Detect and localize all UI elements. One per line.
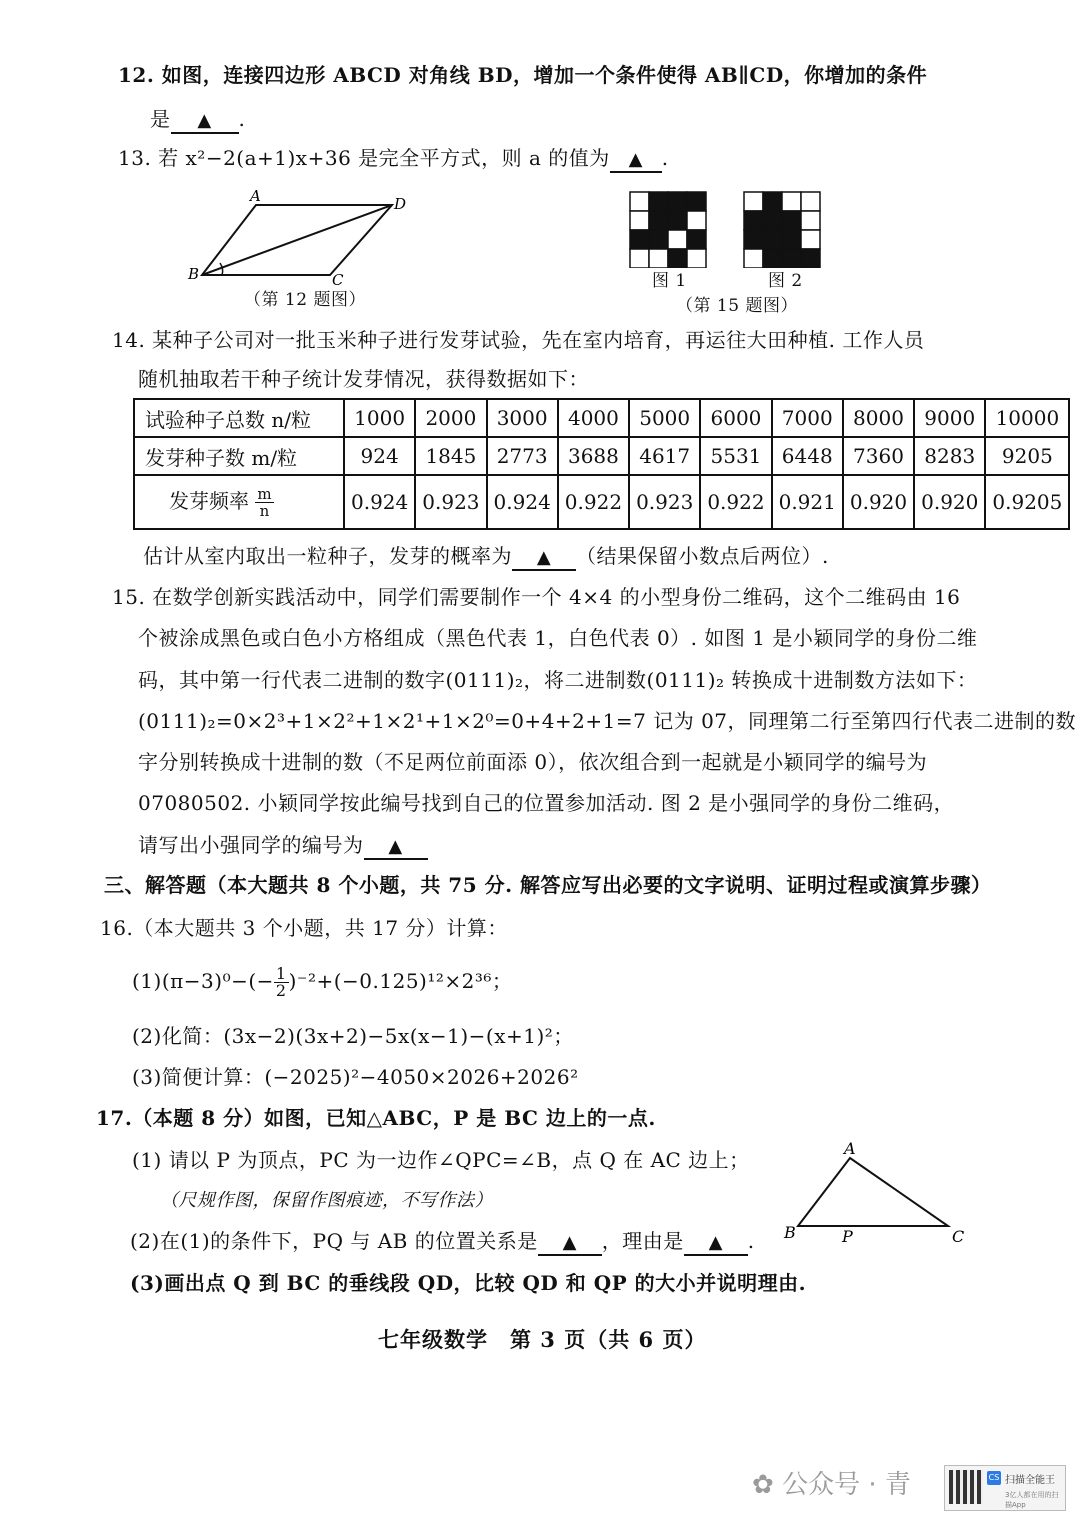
- table-row: [134, 399, 1069, 437]
- q16-part1-fraction: [274, 966, 289, 999]
- q14-answer-blank[interactable]: [512, 545, 576, 571]
- table-cell: 3000: [487, 399, 558, 437]
- grid-cell-black: [763, 211, 782, 230]
- q14-estimate-prefix: 估计从室内取出一粒种子，发芽的概率为: [143, 544, 512, 568]
- fig15-caption: （第 15 题图）: [676, 296, 798, 316]
- table-cell: 5000: [629, 399, 700, 437]
- table-cell: 0.923: [629, 475, 700, 529]
- q17-triangle-figure: [780, 1138, 980, 1248]
- q17-triangle-abc: [798, 1158, 948, 1226]
- q17-part2: [130, 1228, 755, 1256]
- table-cell: 1000: [344, 399, 415, 437]
- q16-frac-den: 2: [275, 981, 287, 1000]
- q17-part2-prefix: (2)在(1)的条件下，PQ 与 AB 的位置关系是: [130, 1229, 538, 1253]
- q16-title: 16.（本大题共 3 个小题，共 17 分）计算：: [100, 916, 508, 940]
- q15-blank-triangle: ▲: [388, 836, 403, 857]
- q17-blank1-triangle: ▲: [562, 1232, 577, 1253]
- table-cell: 0.920: [914, 475, 985, 529]
- q13-answer-blank[interactable]: [610, 147, 662, 173]
- grid-cell-white: [801, 230, 820, 249]
- fraction-numerator: m: [257, 485, 272, 503]
- table-cell: 9000: [914, 399, 985, 437]
- table-header-total: 试验种子总数 n/粒: [134, 399, 344, 437]
- table-cell: 0.921: [772, 475, 843, 529]
- q13-line: [118, 145, 669, 173]
- grid-cell-black: [668, 211, 687, 230]
- q14-line1: 14. 某种子公司对一批玉米种子进行发芽试验，先在室内培育，再运往大田种植. 工作人员: [112, 328, 925, 352]
- table-cell: 0.924: [344, 475, 415, 529]
- watermark-label: 公众号 · 青: [782, 1470, 911, 1500]
- table-cell: 7360: [843, 437, 914, 475]
- q15-line6: 07080502. 小颖同学按此编号找到自己的位置参加活动. 图 2 是小强同学的身份二维码，: [138, 791, 955, 815]
- fraction-denominator: n: [259, 502, 270, 520]
- q16-part2: (2)化简：(3x−2)(3x+2)−5x(x−1)−(x+1)²；: [132, 1024, 574, 1048]
- grid-cell-black: [782, 249, 801, 268]
- grid-cell-black: [782, 230, 801, 249]
- q16-part1-a: (1)(π−3)⁰−(−: [132, 969, 274, 993]
- table-cell: 0.924: [487, 475, 558, 529]
- frequency-label: 发芽频率: [169, 489, 249, 513]
- q12-blank-triangle: ▲: [197, 110, 212, 131]
- grid-cell-black: [668, 192, 687, 211]
- grid-cell-black: [763, 230, 782, 249]
- fig12-label-b: B: [188, 265, 200, 283]
- q16-part1: [132, 966, 512, 999]
- fig15-label2: 图 2: [768, 271, 803, 291]
- table-cell: 9205: [985, 437, 1069, 475]
- grid-cell-black: [687, 192, 706, 211]
- grid-cell-white: [744, 192, 763, 211]
- cs-logo-icon: CS: [987, 1471, 1001, 1485]
- q12-line2: [150, 106, 245, 134]
- table-cell: 0.922: [558, 475, 629, 529]
- table-cell: 2000: [415, 399, 486, 437]
- q14-data-table: [133, 398, 1070, 530]
- grid-cell-black: [687, 230, 706, 249]
- grid-cell-black: [782, 211, 801, 230]
- table-header-germinated: 发芽种子数 m/粒: [134, 437, 344, 475]
- q12-line2-suffix: .: [238, 107, 246, 131]
- fig15-label1: 图 1: [652, 271, 687, 291]
- q15-line5: 字分别转换成十进制的数（不足两位前面添 0），依次组合到一起就是小颖同学的编号为: [138, 750, 928, 774]
- table-cell: 5531: [700, 437, 771, 475]
- q17-blank2-triangle: ▲: [708, 1232, 723, 1253]
- q17-title: 17.（本题 8 分）如图，已知△ABC，P 是 BC 边上的一点.: [96, 1106, 656, 1130]
- q12-line1: 12. 如图，连接四边形 ABCD 对角线 BD，增加一个条件使得 AB∥CD，你增加的条件: [118, 63, 928, 87]
- fig15-grid1: [628, 190, 710, 268]
- grid-cell-white: [744, 249, 763, 268]
- fig15-grid2: [742, 190, 824, 268]
- q17-label-b: B: [784, 1223, 796, 1242]
- q14-blank-triangle: ▲: [536, 547, 552, 568]
- grid-cell-white: [687, 211, 706, 230]
- q15-line4: (0111)₂=0×2³+1×2²+1×2¹+1×2⁰=0+4+2+1=7 记为 07，同理第二行至第四行代表二进制的数: [138, 709, 1077, 733]
- table-cell: 4000: [558, 399, 629, 437]
- grid-cell-black: [763, 249, 782, 268]
- q14-estimate-line: [143, 543, 829, 571]
- table-cell: 7000: [772, 399, 843, 437]
- grid-cell-black: [801, 249, 820, 268]
- grid-cell-white: [801, 192, 820, 211]
- table-cell: 0.923: [415, 475, 486, 529]
- grid-cell-black: [649, 192, 668, 211]
- qr-code-icon: [949, 1470, 983, 1504]
- fig12-label-d: D: [394, 195, 407, 213]
- fig12-diagonal-bd: [202, 205, 392, 275]
- fig12-quadrilateral: [180, 185, 420, 285]
- q16-part1-b: )⁻²+(−0.125)¹²×2³⁶；: [288, 969, 513, 993]
- wechat-icon: ✿: [752, 1470, 774, 1500]
- fig12-caption: （第 12 题图）: [244, 290, 366, 310]
- table-cell: 4617: [629, 437, 700, 475]
- q16-part3: (3)简便计算：(−2025)²−4050×2026+2026²: [132, 1065, 579, 1089]
- frequency-fraction: [255, 486, 273, 519]
- grid-cell-black: [744, 230, 763, 249]
- grid-cell-white: [630, 192, 649, 211]
- q13-blank-triangle: ▲: [628, 149, 643, 170]
- grid-cell-black: [668, 249, 687, 268]
- grid-cell-white: [687, 249, 706, 268]
- grid-cell-black: [649, 211, 668, 230]
- fig12-label-c: C: [332, 271, 344, 285]
- page-footer: 七年级数学 第 3 页（共 6 页）: [378, 1327, 707, 1352]
- grid-cell-white: [630, 211, 649, 230]
- q12-line2-prefix: 是: [150, 107, 171, 131]
- q13-suffix: .: [661, 146, 669, 170]
- grid-cell-white: [782, 192, 801, 211]
- table-cell: 6448: [772, 437, 843, 475]
- table-cell: 10000: [985, 399, 1069, 437]
- q17-part1-note: （尺规作图，保留作图痕迹，不写作法）: [160, 1190, 493, 1211]
- q15-line3: 码，其中第一行代表二进制的数字(0111)₂，将二进制数(0111)₂ 转换成十进制数方法如下：: [138, 668, 978, 692]
- q17-label-p: P: [842, 1227, 853, 1246]
- table-header-frequency: [134, 475, 344, 529]
- grid-cell-white: [630, 249, 649, 268]
- q17-part2-mid: ，理由是: [601, 1229, 684, 1253]
- q17-answer-blank2[interactable]: [684, 1230, 748, 1256]
- grid-cell-black: [744, 211, 763, 230]
- fig12-label-a: A: [250, 187, 261, 205]
- grid-cell-white: [649, 249, 668, 268]
- table-cell: 0.9205: [985, 475, 1069, 529]
- grid-cell-black: [763, 192, 782, 211]
- q15-line7: [138, 832, 428, 860]
- table-cell: 2773: [487, 437, 558, 475]
- table-cell: 3688: [558, 437, 629, 475]
- grid-cell-black: [630, 230, 649, 249]
- q14-line2: 随机抽取若干种子统计发芽情况，获得数据如下：: [138, 367, 589, 391]
- q12-answer-blank[interactable]: [171, 108, 239, 134]
- table-cell: 924: [344, 437, 415, 475]
- grid-cell-white: [668, 230, 687, 249]
- q17-label-a: A: [844, 1139, 856, 1158]
- scanner-badge: [944, 1465, 1066, 1511]
- scanner-app-sub: 3亿人都在用的扫描App: [1005, 1491, 1059, 1509]
- table-cell: 0.920: [843, 475, 914, 529]
- grid-cell-white: [801, 211, 820, 230]
- q17-part1: (1) 请以 P 为顶点，PC 为一边作∠QPC=∠B，点 Q 在 AC 边上；: [132, 1148, 750, 1172]
- q16-frac-num: 1: [275, 964, 287, 983]
- table-cell: 1845: [415, 437, 486, 475]
- table-cell: 8000: [843, 399, 914, 437]
- q15-answer-blank[interactable]: [364, 834, 428, 860]
- table-cell: 6000: [700, 399, 771, 437]
- q17-answer-blank1[interactable]: [538, 1230, 602, 1256]
- q15-line2: 个被涂成黑色或白色小方格组成（黑色代表 1，白色代表 0）. 如图 1 是小颖同学的身份二维: [138, 626, 978, 650]
- q14-estimate-suffix: （结果保留小数点后两位）.: [576, 544, 829, 568]
- grid-cell-black: [649, 230, 668, 249]
- q17-part3: (3)画出点 Q 到 BC 的垂线段 QD，比较 QD 和 QP 的大小并说明理由.: [130, 1271, 807, 1295]
- watermark-text: [752, 1464, 911, 1501]
- q13-prefix: 13. 若 x²−2(a+1)x+36 是完全平方式，则 a 的值为: [118, 146, 610, 170]
- q15-line7-prefix: 请写出小强同学的编号为: [138, 833, 364, 857]
- table-row: [134, 475, 1069, 529]
- table-row: [134, 437, 1069, 475]
- section3-heading: 三、解答题（本大题共 8 个小题，共 75 分. 解答应写出必要的文字说明、证明过程或演算步骤）: [104, 873, 992, 897]
- table-cell: 8283: [914, 437, 985, 475]
- q15-line1: 15. 在数学创新实践活动中，同学们需要制作一个 4×4 的小型身份二维码，这个二维码由 16: [112, 585, 961, 609]
- table-cell: 0.922: [700, 475, 771, 529]
- scanner-app-name: 扫描全能王: [1005, 1475, 1055, 1486]
- q17-label-c: C: [952, 1227, 965, 1246]
- q17-part2-suffix: .: [747, 1229, 755, 1253]
